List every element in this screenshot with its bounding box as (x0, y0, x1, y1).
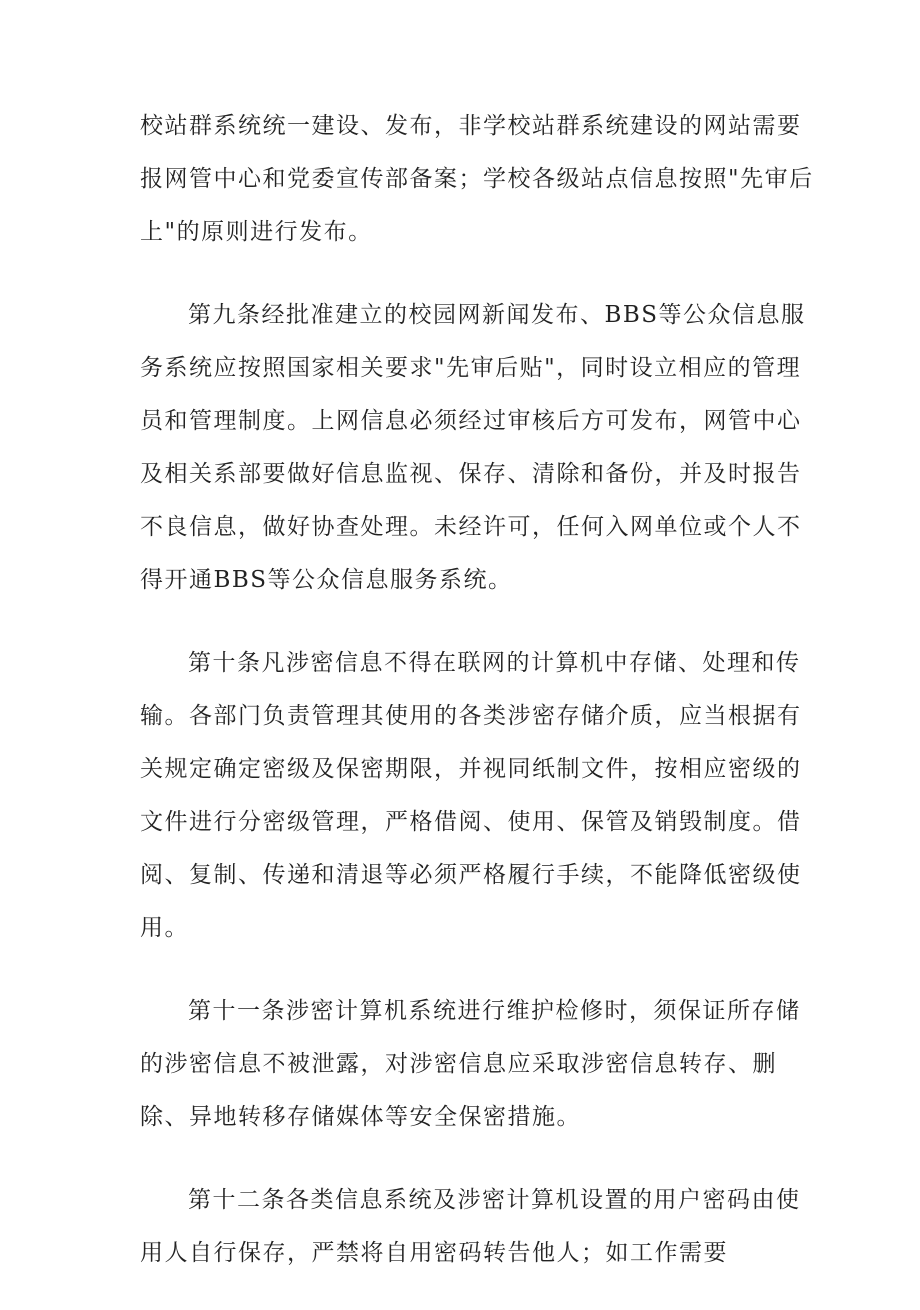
text-line: 第十条凡涉密信息不得在联网的计算机中存储、处理和传 (188, 650, 801, 676)
paragraph-article-10 (140, 637, 802, 955)
text-line: 用。 (140, 915, 189, 941)
text-line: 校站群系统统一建设、发布，非学校站群系统建设的网站需要 (140, 113, 802, 139)
text-line: 报网管中心和党委宣传部备案；学校各级站点信息按照"先审后 (140, 166, 814, 192)
text-line: 文件进行分密级管理，严格借阅、使用、保管及销毁制度。借 (140, 809, 802, 835)
text-line: 的涉密信息不被泄露，对涉密信息应采取涉密信息转存、删 (140, 1051, 777, 1077)
text-line: 不良信息，做好协查处理。未经许可，任何入网单位或个人不 (140, 514, 802, 540)
text-line: 第十二条各类信息系统及涉密计算机设置的用户密码由使 (188, 1187, 801, 1213)
text-line: 输。各部门负责管理其使用的各类涉密存储介质，应当根据有 (140, 703, 802, 729)
text-line: 员和管理制度。上网信息必须经过审核后方可发布，网管中心 (140, 408, 802, 434)
text-line: 第十一条涉密计算机系统进行维护检修时，须保证所存储 (188, 998, 801, 1024)
paragraph-article-9 (140, 289, 806, 607)
paragraph-article-8-continued (140, 100, 814, 259)
text-line: 得开通BBS等公众信息服务系统。 (140, 567, 513, 593)
text-line: 上"的原则进行发布。 (140, 219, 373, 245)
text-line: 及相关系部要做好信息监视、保存、清除和备份，并及时报告 (140, 461, 802, 487)
document-body (140, 100, 814, 1310)
paragraph-article-11 (140, 985, 801, 1144)
text-line: 第九条经批准建立的校园网新闻发布、BBS等公众信息服 (188, 302, 806, 328)
text-line: 阅、复制、传递和清退等必须严格履行手续，不能降低密级使 (140, 862, 802, 888)
text-line: 除、异地转移存储媒体等安全保密措施。 (140, 1104, 581, 1130)
text-line: 用人自行保存，严禁将自用密码转告他人；如工作需要 (140, 1240, 728, 1266)
text-line: 务系统应按照国家相关要求"先审后贴"，同时设立相应的管理 (140, 355, 802, 381)
text-line: 关规定确定密级及保密期限，并视同纸制文件，按相应密级的 (140, 756, 802, 782)
paragraph-article-12 (140, 1174, 801, 1280)
